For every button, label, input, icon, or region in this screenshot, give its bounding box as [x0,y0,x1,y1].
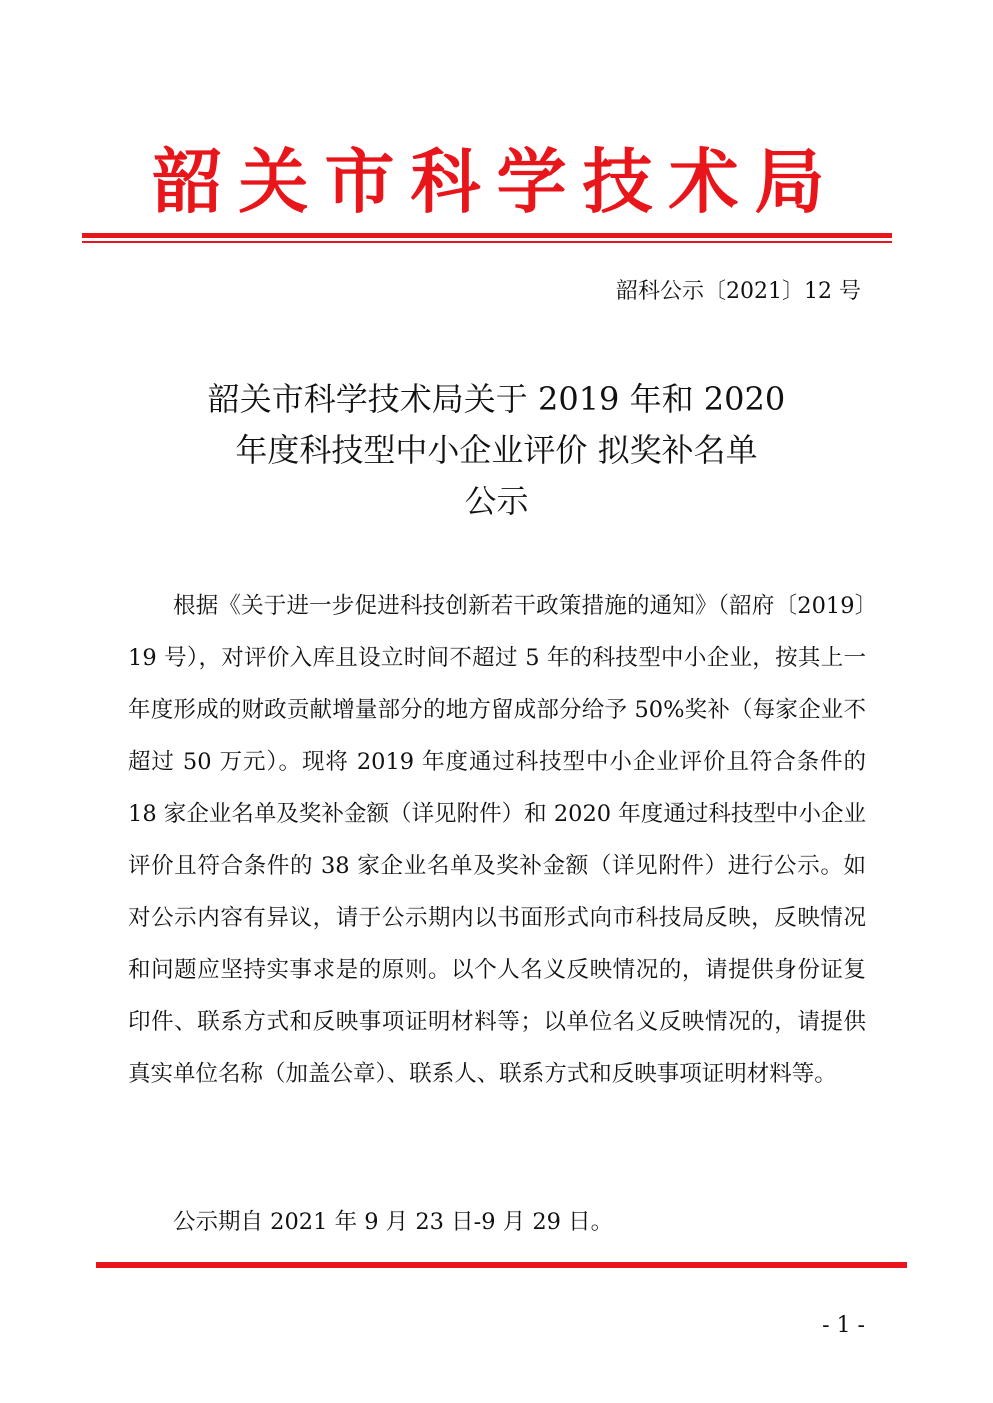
title-line-1: 韶关市科学技术局关于 2019 年和 2020 [207,380,786,418]
page-number: - 1 - [822,1313,865,1338]
title-line-2: 年度科技型中小企业评价 拟奖补名单 [235,431,758,469]
document-title [0,374,993,527]
publicity-period: 公示期自 2021 年 9 月 23 日-9 月 29 日。 [173,1209,614,1235]
footer-divider [96,1262,907,1268]
masthead-divider-thick [82,233,892,238]
agency-masthead: 韶关市科学技术局 [152,141,841,223]
title-line-3: 公示 [464,482,529,520]
document-number: 韶科公示〔2021〕12 号 [616,279,861,304]
body-paragraph: 根据《关于进一步促进科技创新若干政策措施的通知》（韶府〔2019〕19 号），对评价入库且设立时间不超过 5 年的科技型中小企业，按其上一年度形成的财政贡献增量部分的地方留成部分给予 50%奖补（每家企业不超过 50 万元）。现将 2019 年度通过科技型中小企业评价且符合条件的 18 家企业名单及奖补金额（详见附件）和 2020 年度通过科技型中小企业评价且符合条件的 38 家企业名单及奖补金额（详见附件）进行公示。如对公示内容有异议，请于公示期内以书面形式向市科技局反映，反映情况和问题应坚持实事求是的原则。以个人名义反映情况的，请提供身份证复印件、联系方式和反映事项证明材料等；以单位名义反映情况的，请提供真实单位名称（加盖公章）、联系人、联系方式和反映事项证明材料等。 [128,593,866,1087]
masthead-divider-thin [82,241,892,243]
